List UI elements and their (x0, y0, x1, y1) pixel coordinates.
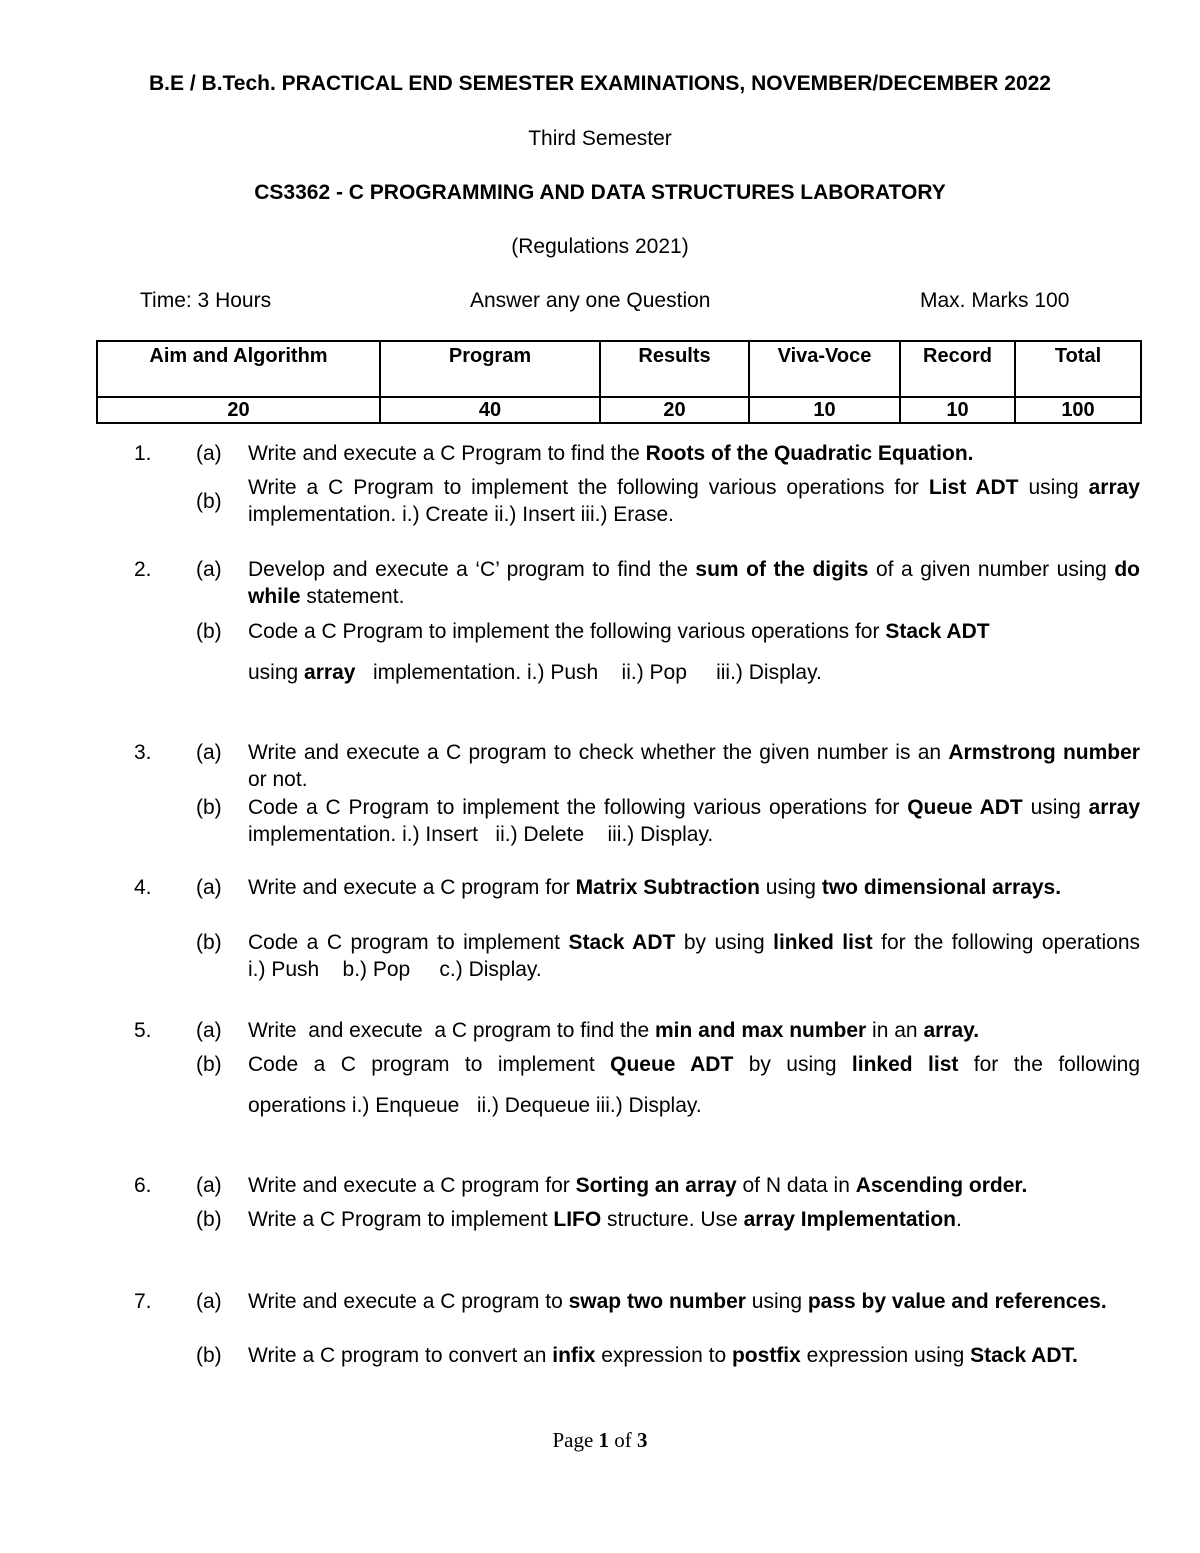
header-program: Program (380, 341, 600, 397)
question-text: Write a C Program to implement LIFO structure. Use array Implementation. (248, 1208, 962, 1231)
page-footer: Page 1 of 3 (552, 1428, 648, 1452)
part-label: (a) (196, 876, 222, 899)
header-total: Total (1015, 341, 1141, 397)
question-number: 1. (134, 442, 152, 465)
question-number: 7. (134, 1290, 152, 1313)
part-label: (a) (196, 558, 222, 581)
marks-results: 20 (600, 397, 749, 423)
header-record: Record (900, 341, 1015, 397)
header-aim-algorithm: Aim and Algorithm (97, 341, 380, 397)
regulations: (Regulations 2021) (511, 235, 689, 258)
course-title: CS3362 - C PROGRAMMING AND DATA STRUCTURES LABORATORY (254, 181, 946, 204)
marks-value-row (97, 397, 1141, 423)
header-results: Results (600, 341, 749, 397)
marks-record: 10 (900, 397, 1015, 423)
question-text: Write a C Program to implement the following various operations for List ADT using array implementation. i.) Create ii.) Insert iii.) Erase. (248, 476, 1140, 526)
question-text: Code a C program to implement Stack ADT by using linked list for the following operations i.) Push b.) Pop c.) Display. (248, 931, 1176, 981)
instruction: Answer any one Question (470, 289, 711, 312)
part-label: (a) (196, 1290, 222, 1313)
question-text: Write and execute a C program for Sorting an array of N data in Ascending order. (248, 1174, 1028, 1197)
question-number: 2. (134, 558, 152, 581)
question-text: Develop and execute a ‘C’ program to find the sum of the digits of a given number using do while statement. (248, 558, 1141, 608)
marks-viva-voce: 10 (749, 397, 900, 423)
question-text: using array implementation. i.) Push ii.) Pop iii.) Display. (248, 661, 822, 684)
part-label: (a) (196, 442, 222, 465)
part-label: (b) (196, 620, 222, 643)
question-text: operations i.) Enqueue ii.) Dequeue iii.) Display. (248, 1094, 702, 1117)
question-number: 5. (134, 1019, 152, 1042)
marks-table (96, 340, 1142, 424)
time-limit: Time: 3 Hours (140, 289, 272, 312)
question-text: Write and execute a C program to check whether the given number is an Armstrong number or not. (248, 741, 1140, 791)
max-marks: Max. Marks 100 (920, 289, 1070, 312)
question-text: Write and execute a C Program to find the Roots of the Quadratic Equation. (248, 442, 974, 465)
question-text: Code a C Program to implement the following various operations for Queue ADT using array implementation. i.) Insert ii.) Delete iii.) Display. (248, 796, 1146, 846)
question-text: Write and execute a C program for Matrix Subtraction using two dimensional arrays. (248, 876, 1062, 899)
marks-aim-algorithm: 20 (97, 397, 380, 423)
part-label: (b) (196, 931, 222, 954)
question-text: Write and execute a C program to swap two number using pass by value and references. (248, 1290, 1107, 1313)
marks-program: 40 (380, 397, 600, 423)
semester: Third Semester (528, 127, 672, 150)
question-number: 6. (134, 1174, 152, 1197)
part-label: (a) (196, 741, 222, 764)
exam-title: B.E / B.Tech. PRACTICAL END SEMESTER EXAMINATIONS, NOVEMBER/DECEMBER 2022 (149, 72, 1051, 95)
marks-total: 100 (1015, 397, 1141, 423)
part-label: (b) (196, 1208, 222, 1231)
part-label: (a) (196, 1019, 222, 1042)
part-label: (b) (196, 490, 222, 513)
question-number: 3. (134, 741, 152, 764)
question-text: Write a C program to convert an infix expression to postfix expression using Stack ADT. (248, 1344, 1078, 1367)
part-label: (b) (196, 1053, 222, 1076)
part-label: (a) (196, 1174, 222, 1197)
question-text: Write and execute a C program to find the min and max number in an array. (248, 1019, 980, 1042)
question-text: Code a C Program to implement the following various operations for Stack ADT (248, 620, 990, 643)
part-label: (b) (196, 796, 222, 819)
question-text: Code a C program to implement Queue ADT by using linked list for the following (248, 1053, 1141, 1076)
header-viva-voce: Viva-Voce (749, 341, 900, 397)
part-label: (b) (196, 1344, 222, 1367)
marks-header-row (97, 341, 1141, 397)
question-number: 4. (134, 876, 152, 899)
